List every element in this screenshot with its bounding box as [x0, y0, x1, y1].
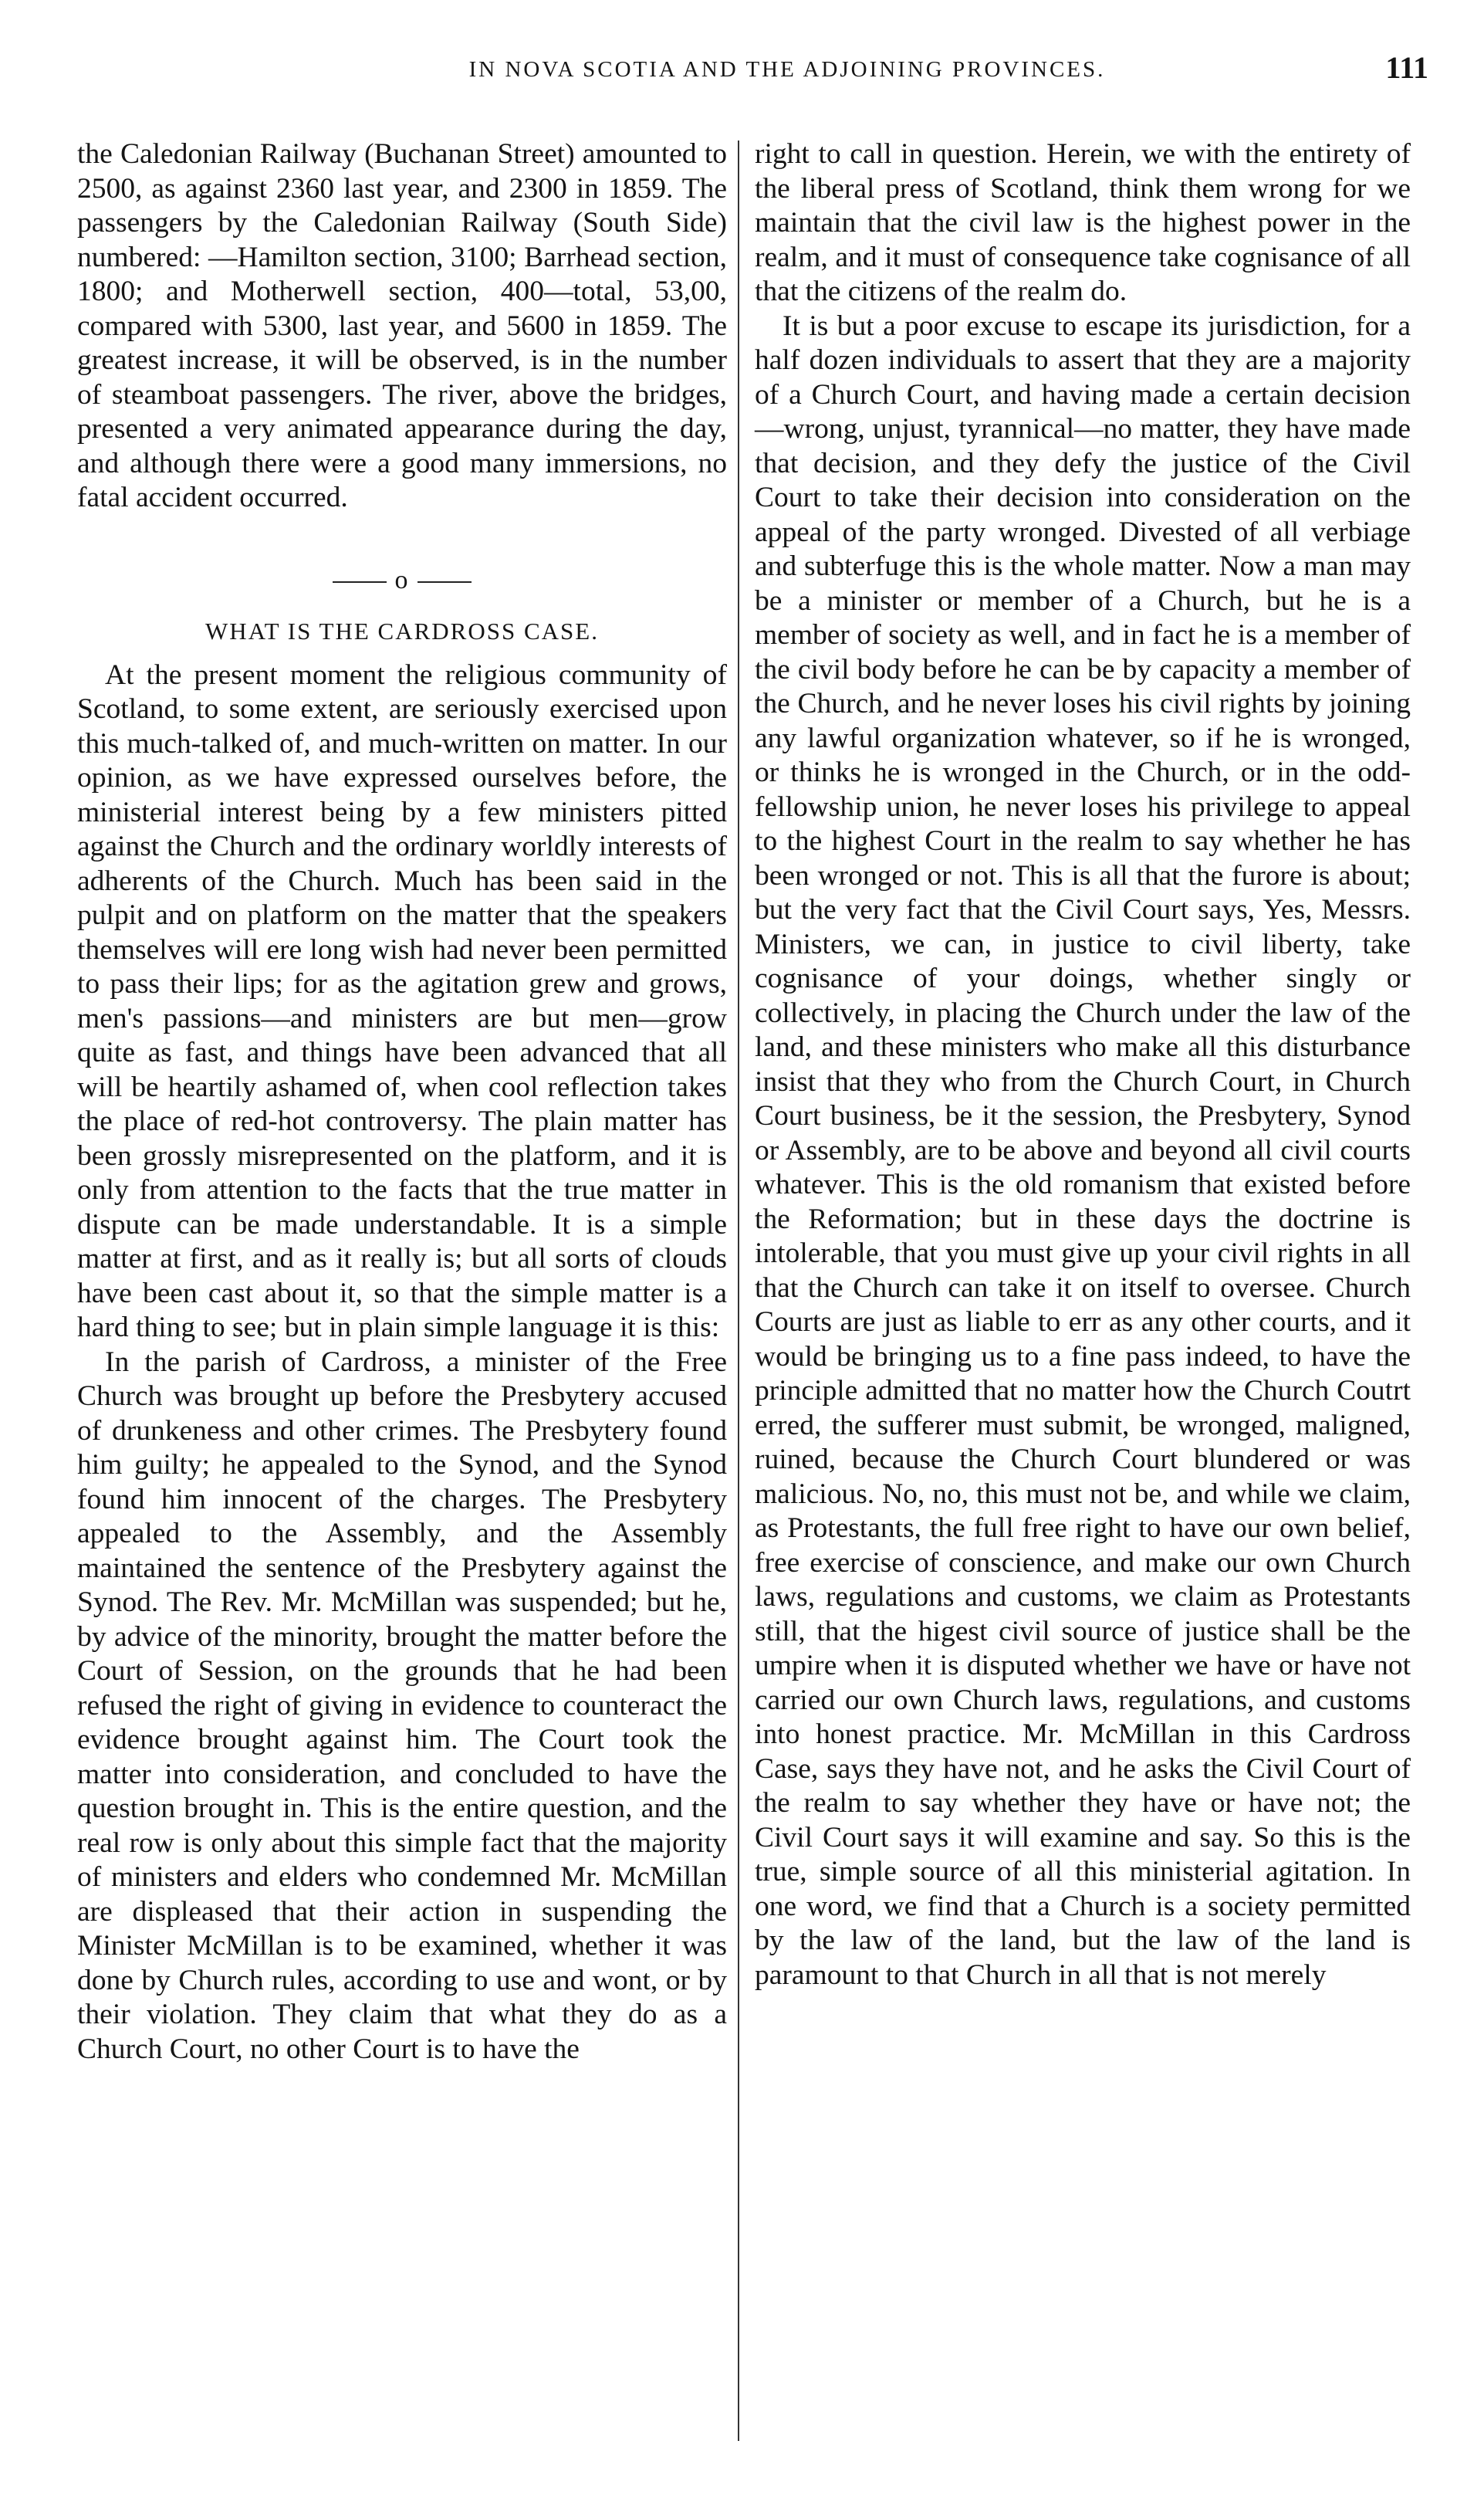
paragraph-continued: right to call in question. Herein, we with the entirety of the liberal press of Scotland, think them wrong for we maintain that the civil law is the highest power in the realm, and it must of consequence take cognisance of all that the citizens of the realm do. — [755, 138, 1411, 307]
section-heading: WHAT IS THE CARDROSS CASE. — [205, 618, 599, 645]
page-number: 111 — [1385, 50, 1428, 85]
paragraph: At the present moment the religious community of Scotland, to some extent, are seriously exercised upon this much-talked of, and much-written on matter. In our opinion, as we have expressed ourselves before, the ministerial interest being by a few ministers pitted against the Church and the ordinary worldly interests of adherents of the Church. Much has been said in the pulpit and on platform on the matter that the speakers themselves will ere long wish had never been permitted to pass their lips; for as the agitation grew and grows, men's passions—and ministers are but men—grow quite as fast, and things have been advanced that all will be heartily ashamed of, when cool reflection takes the place of red-hot controversy. The plain matter has been grossly misrepresented on the platform, and it is only from attention to the facts that the true matter in dispute can be made understandable. It is a simple matter at first, and as it really is; but all sorts of clouds have been cast about it, so that the simple matter is a hard thing to see; but in plain simple language it is this: — [77, 658, 727, 1343]
paragraph-continued: the Caledonian Railway (Buchanan Street) amounted to 2500, as against 2360 last year, and 2300 in 1859. The passengers by the Caledonian Railway (South Side) numbered: —Hamilton section, 3100; Barrhead section, 1800; and Motherwell section, 400—total, 53,00, compared with 5300, last year, and 5600 in 1859. The greatest increase, it will be observed, is in the number of steamboat passengers. The river, above the bridges, presented a very animated appearance during the day, and although there were a good many immersions, no fatal accident occurred. — [77, 138, 727, 513]
section-ornament — [77, 564, 727, 598]
ornament-rule-right — [417, 581, 472, 583]
left-column — [77, 137, 727, 2067]
right-column — [755, 137, 1411, 1992]
paragraph: It is but a poor excuse to escape its jurisdiction, for a half dozen individuals to assert that they are a majority of a Church Court, and having made a certain decision—wrong, unjust, tyrannical—no matter, they have made that decision, and they defy the justice of the Civil Court to take their decision into consideration on the appeal of the party wronged. Divested of all verbiage and subterfuge this is the whole matter. Now a man may be a minister or member of a Church, but he is a member of society as well, and in fact he is a member of the civil body before he can be by capacity a member of the Church, and he never loses his civil rights by joining any lawful organization whatever, so if he is wronged, or thinks he is wronged in the Church, or in the odd-fellowship union, he never loses his privilege to appeal to the highest Court in the realm to say whether he has been wronged or not. This is all that the furore is about; but the very fact that the Civil Court says, Yes, Messrs. Ministers, we can, in justice to civil liberty, take cognisance of your doings, whether singly or collectively, in placing the Church under the law of the land, and these ministers who make all this disturbance insist that they who from the Church Court, in Church Court business, be it the session, the Presbytery, Synod or Assembly, are to be above and beyond all civil courts whatever. This is the old romanism that existed before the Reformation; but in these days the doctrine is intolerable, that you must give up your civil rights in all that the Church can take it on itself to oversee. Church Courts are just as liable to err as any other courts, and it would be bringing us to a fine pass indeed, to have the principle admitted that no matter how the Church Coutrt erred, the sufferer must submit, be wronged, maligned, ruined, because the Church Court blundered or was malicious. No, no, this must not be, and while we claim, as Protestants, the full free right to have our own belief, free exercise of conscience, and make our own Church laws, regulations and customs, we claim as Protestants still, that the higest civil source of justice shall be the umpire when it is disputed whether we have or have not carried our own Church laws, regulations, and customs into honest practice. Mr. McMillan in this Cardross Case, says they have not, and he asks the Civil Court of the realm to say whether they have or have not; the Civil Court says it will examine and say. So this is the true, simple source of all this ministerial agitation. In one word, we find that a Church is a society permitted by the law of the land, but the law of the land is paramount to that Church in all that is not merely — [755, 310, 1411, 1991]
ornament-rule-left — [333, 581, 387, 583]
running-head: IN NOVA SCOTIA AND THE ADJOINING PROVINCES. — [468, 57, 1106, 82]
column-rule — [738, 140, 739, 2441]
paragraph: In the parish of Cardross, a minister of the Free Church was brought up before the Presbytery accused of drunkeness and other crimes. The Presbytery found him guilty; he appealed to the Synod, and the Synod found him innocent of the charges. The Presbytery appealed to the Assembly, and the Assembly maintained the sentence of the Presbytery against the Synod. The Rev. Mr. McMillan was suspended; but he, by advice of the minority, brought the matter before the Court of Session, on the grounds that he had been refused the right of giving in evidence to counteract the evidence brought against him. The Court took the matter into consideration, and concluded to have the question brought in. This is the entire question, and the real row is only about this simple fact that the majority of ministers and elders who condemned Mr. McMillan are displeased that their action in suspending the Minister McMillan is to be examined, whether it was done by Church rules, according to use and wont, or by their violation. They claim that what they do as a Church Court, no other Court is to have the — [77, 1346, 727, 2065]
ornament-glyph: o — [394, 565, 410, 594]
